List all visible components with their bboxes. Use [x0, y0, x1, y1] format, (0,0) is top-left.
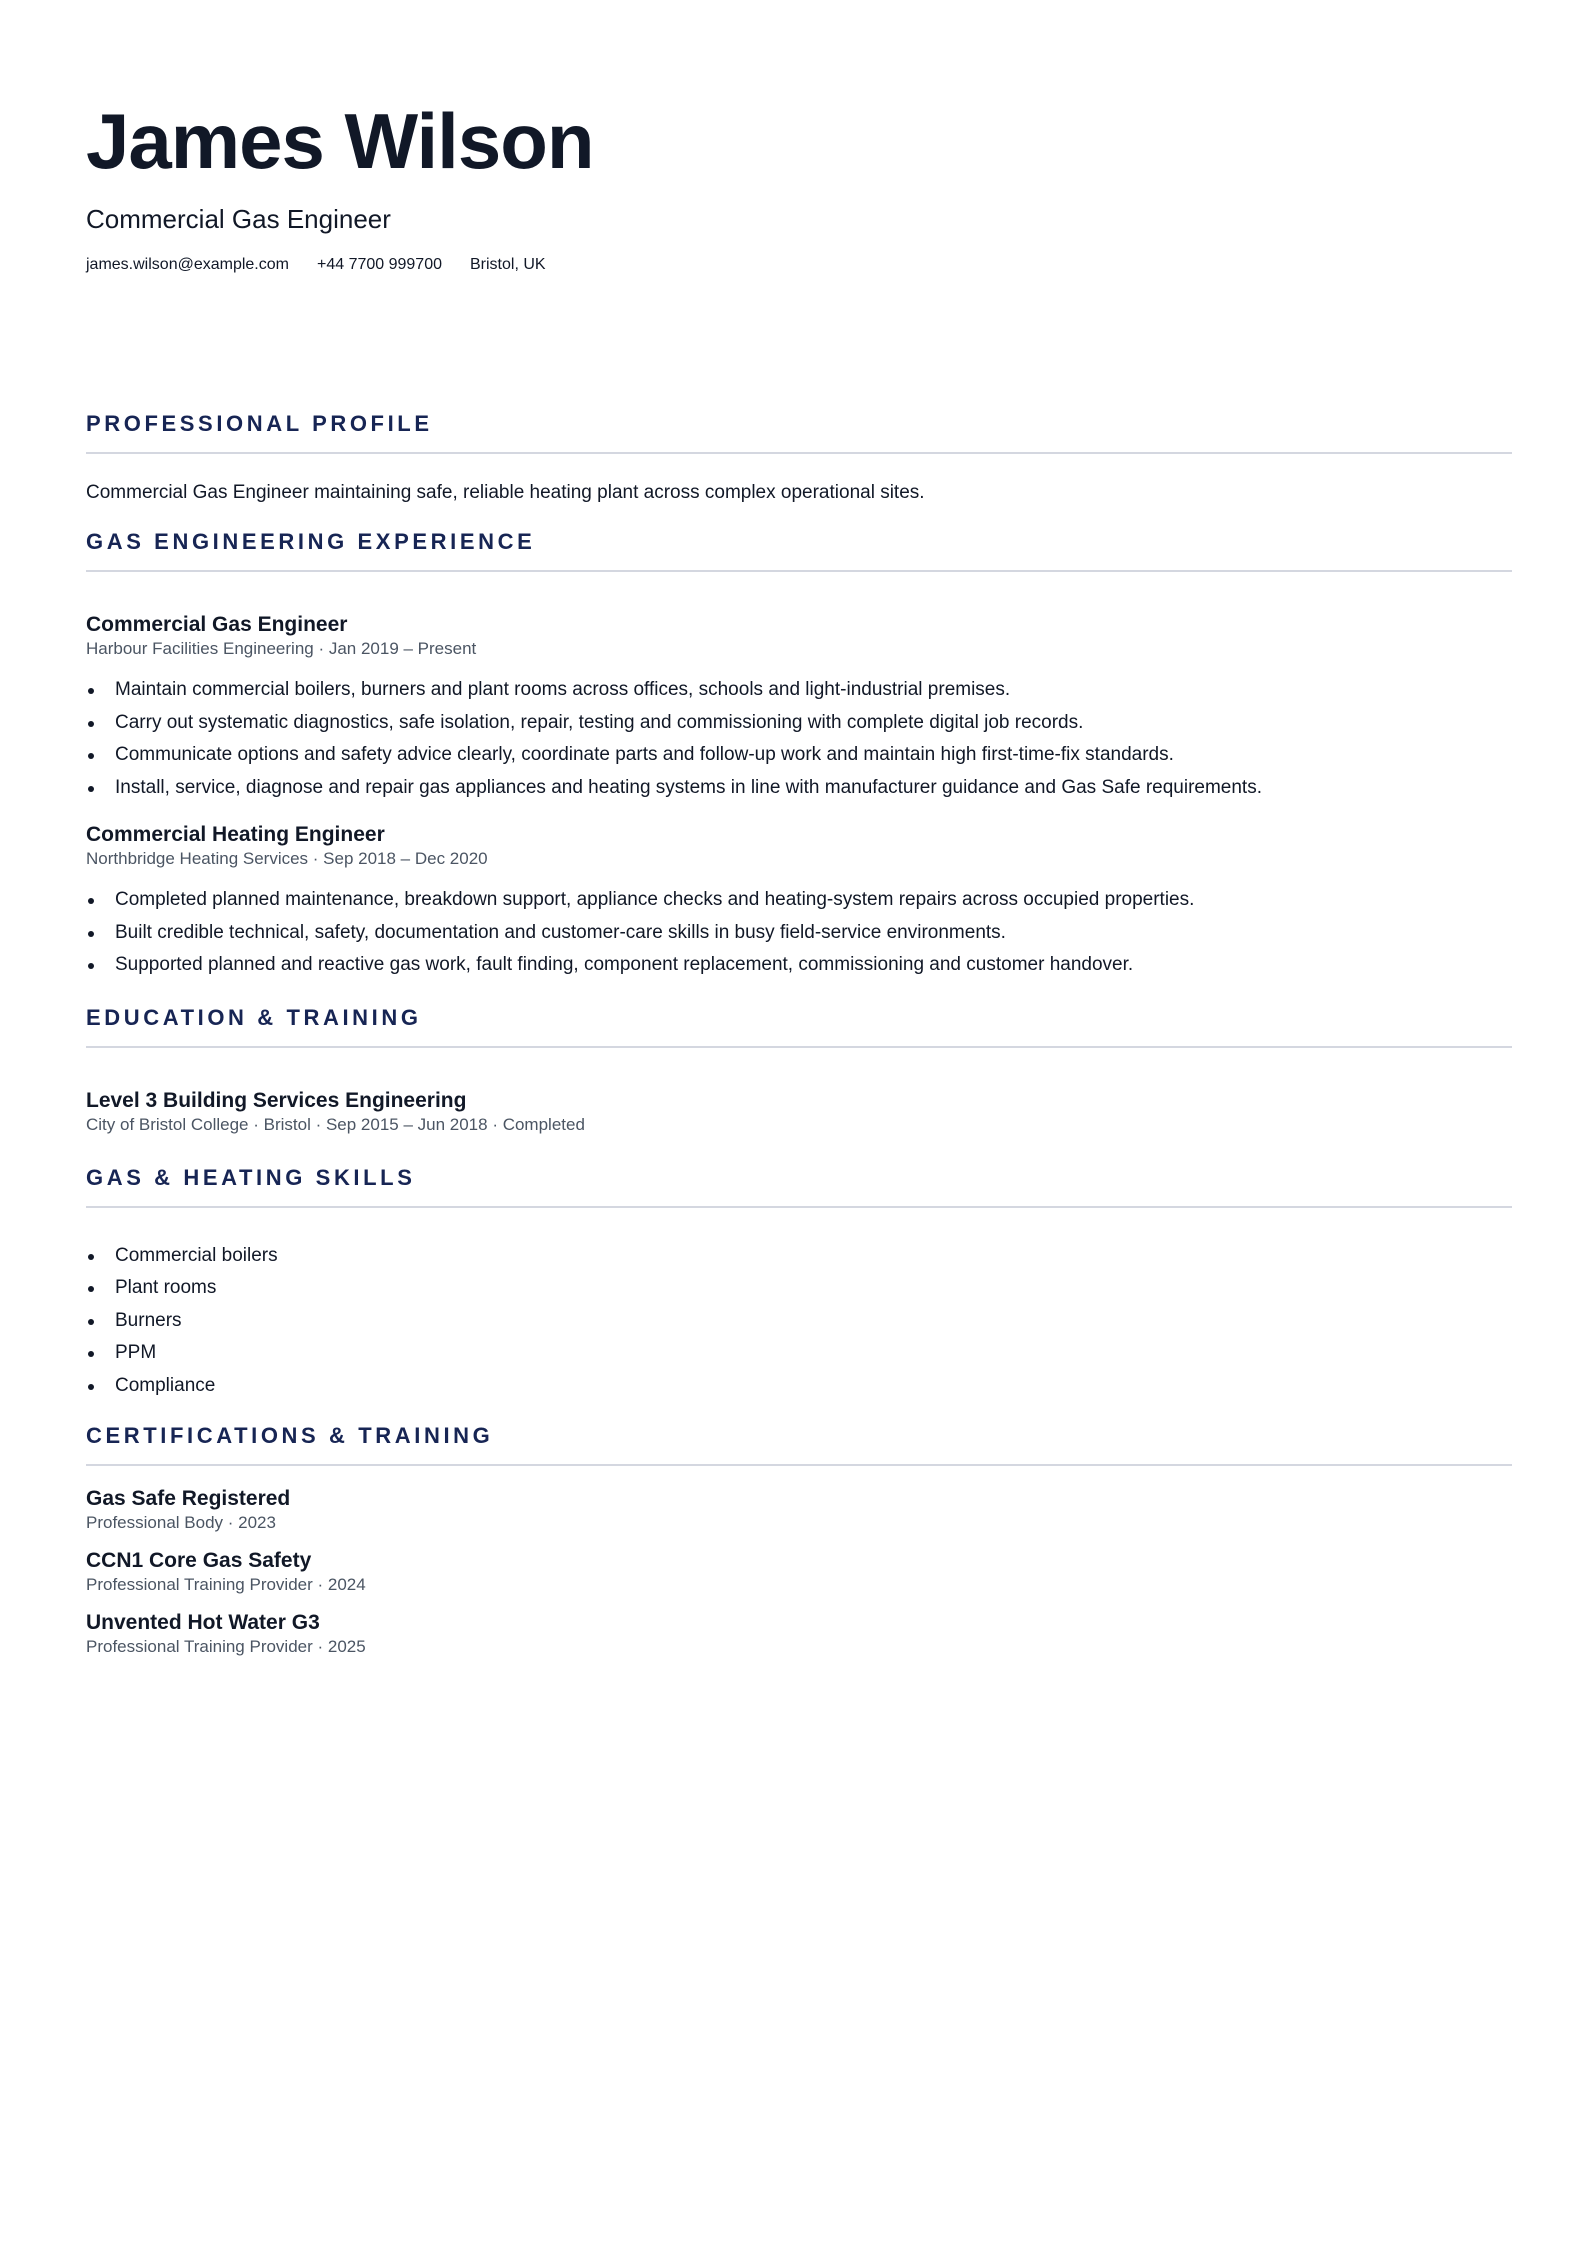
job-title: Commercial Heating Engineer	[86, 823, 385, 846]
skill-item: Plant rooms	[86, 1272, 1512, 1305]
education-meta: City of Bristol College · Bristol · Sep 2015 – Jun 2018 · Completed	[86, 1114, 585, 1134]
skills-section	[86, 1164, 1512, 1403]
certification-title: CCN1 Core Gas Safety	[86, 1549, 312, 1572]
certification-entry	[86, 1486, 1512, 1534]
certifications-section	[86, 1422, 1512, 1658]
profile-section	[86, 410, 1512, 506]
resume-header	[86, 0, 1502, 276]
job-bullet: Communicate options and safety advice clearly, coordinate parts and follow-up work and maintain high first-time-fix standards.	[86, 739, 1512, 772]
skill-item: PPM	[86, 1337, 1512, 1370]
certification-meta: Professional Training Provider · 2025	[86, 1637, 366, 1656]
job-bullet: Completed planned maintenance, breakdown support, appliance checks and heating-system repairs across occupied properties.	[86, 884, 1512, 917]
contact-phone: +44 7700 999700	[316, 256, 442, 273]
certification-title: Unvented Hot Water G3	[86, 1611, 320, 1634]
education-title: Level 3 Building Services Engineering	[86, 1088, 467, 1112]
certification-entry	[86, 1610, 1512, 1658]
skill-item: Burners	[86, 1305, 1512, 1338]
job-bullet: Install, service, diagnose and repair gas appliances and heating systems in line with manufacturer guidance and Gas Safe requirements.	[86, 772, 1512, 805]
job-entry	[86, 822, 1512, 982]
skill-item: Commercial boilers	[86, 1240, 1512, 1273]
section-heading: CERTIFICATIONS & TRAINING	[86, 1422, 1512, 1466]
job-title: Commercial Gas Engineer	[86, 613, 348, 636]
profile-summary: Commercial Gas Engineer maintaining safe, reliable heating plant across complex operational sites.	[86, 482, 925, 503]
job-bullet: Supported planned and reactive gas work, fault finding, component replacement, commissioning and customer handover.	[86, 949, 1512, 982]
contact-line	[86, 254, 1502, 276]
experience-section	[86, 528, 1512, 982]
skills-list	[86, 1240, 1512, 1403]
job-bullet: Carry out systematic diagnostics, safe isolation, repair, testing and commissioning with complete digital job records.	[86, 707, 1512, 740]
certification-entry	[86, 1548, 1512, 1596]
section-heading: EDUCATION & TRAINING	[86, 1004, 1512, 1048]
section-heading: GAS & HEATING SKILLS	[86, 1164, 1512, 1208]
job-bullet: Built credible technical, safety, documentation and customer-care skills in busy field-service environments.	[86, 917, 1512, 950]
job-bullets	[86, 674, 1512, 804]
job-meta: Harbour Facilities Engineering · Jan 2019 – Present	[86, 639, 477, 658]
job-meta: Northbridge Heating Services · Sep 2018 – Dec 2020	[86, 849, 488, 868]
job-bullet: Maintain commercial boilers, burners and plant rooms across offices, schools and light-industrial premises.	[86, 674, 1512, 707]
education-entry	[86, 1088, 1512, 1136]
education-section	[86, 1004, 1512, 1136]
certification-meta: Professional Body · 2023	[86, 1513, 276, 1532]
section-heading: PROFESSIONAL PROFILE	[86, 410, 1512, 454]
candidate-name: James Wilson	[86, 97, 594, 185]
contact-location: Bristol, UK	[470, 256, 546, 273]
job-entry	[86, 612, 1512, 804]
certification-title: Gas Safe Registered	[86, 1487, 291, 1510]
job-bullets	[86, 884, 1512, 982]
contact-email: james.wilson@example.com	[86, 256, 289, 273]
skill-item: Compliance	[86, 1370, 1512, 1403]
section-heading: GAS ENGINEERING EXPERIENCE	[86, 528, 1512, 572]
candidate-role: Commercial Gas Engineer	[86, 204, 391, 234]
certification-meta: Professional Training Provider · 2024	[86, 1575, 366, 1594]
